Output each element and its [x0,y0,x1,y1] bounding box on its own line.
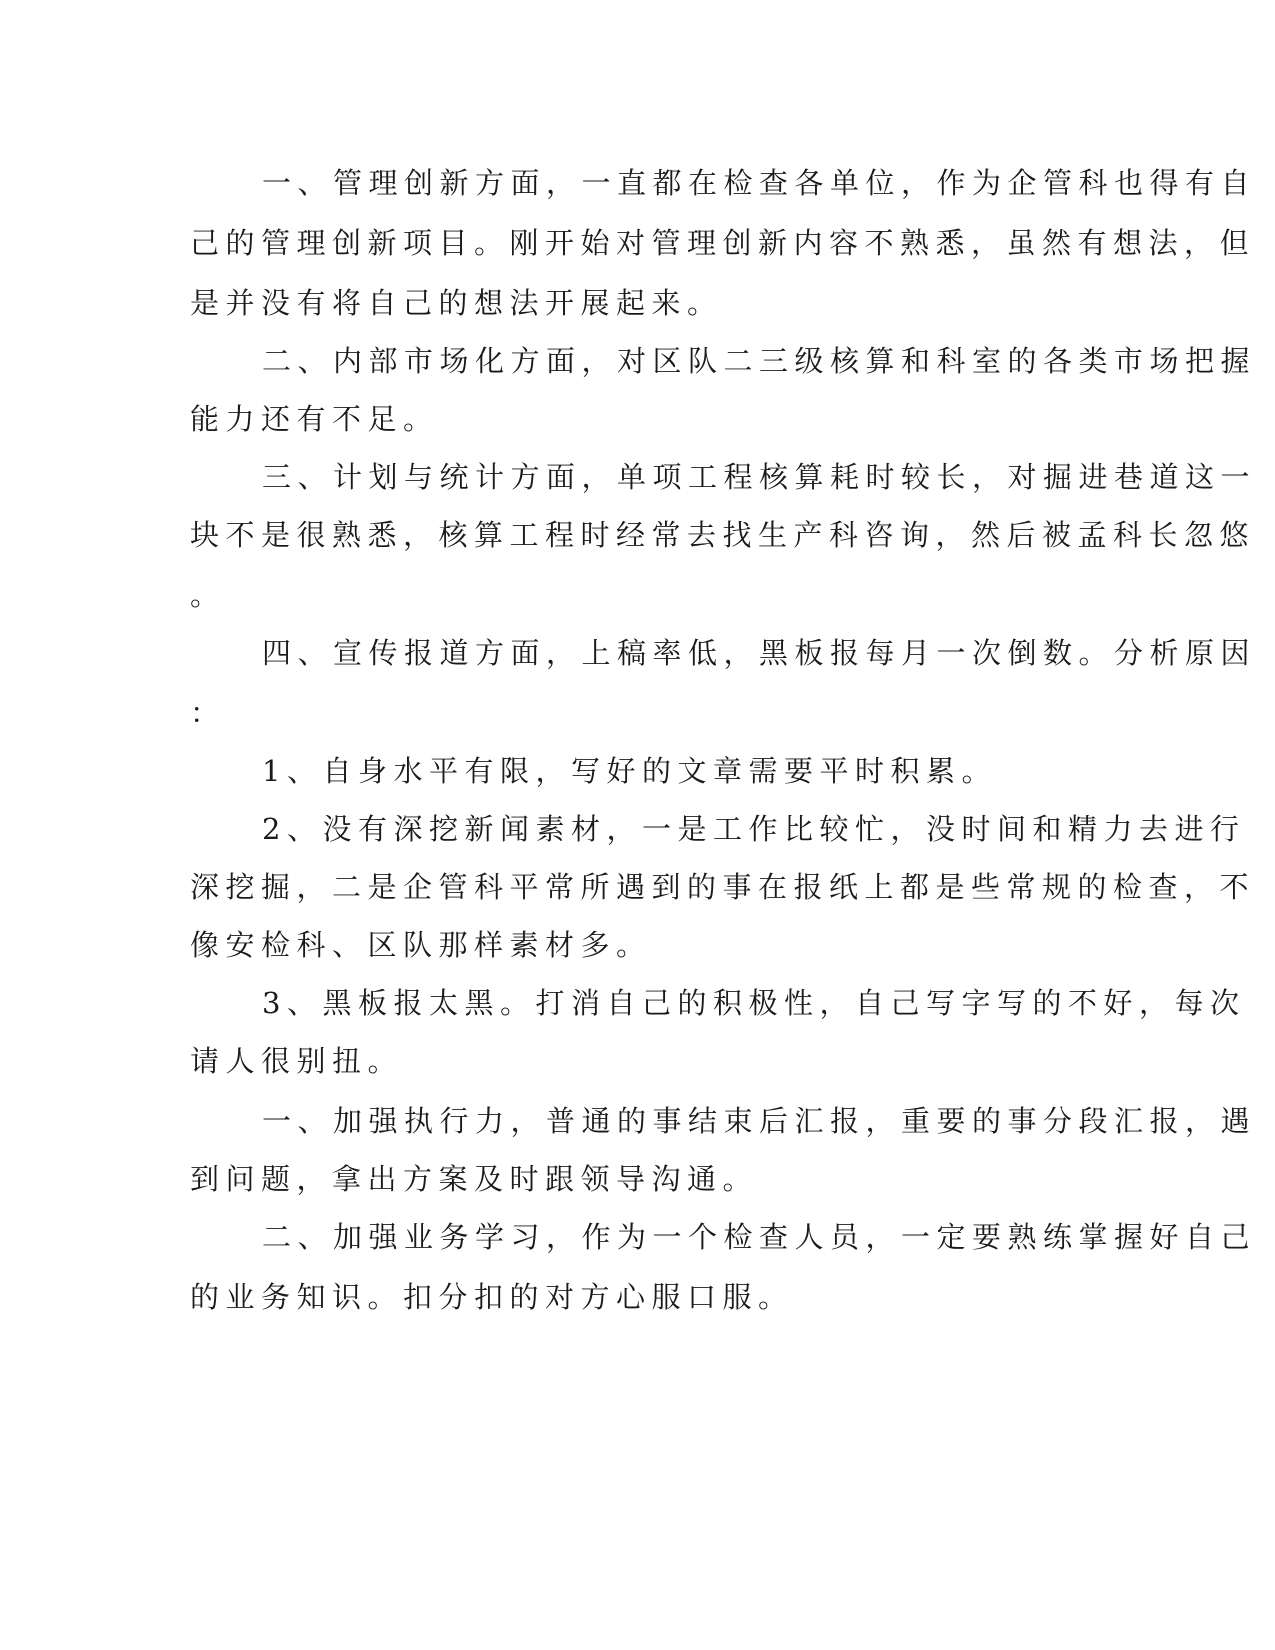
list-item-2-line-3: 像安检科、区队那样素材多。 [190,928,652,962]
measure-1-line-2: 到问题，拿出方案及时跟领导沟通。 [190,1162,759,1196]
para-3-line-2: 块不是很熟悉，核算工程时经常去找生产科咨询，然后被孟科长忽悠 [190,518,1256,552]
list-item-3-line-1: 3、黑板报太黑。打消自己的积极性，自己写字写的不好，每次 [262,986,1246,1020]
para-2-line-1: 二、内部市场化方面，对区队二三级核算和科室的各类市场把握 [262,344,1257,378]
list-item-2-line-1: 2、没有深挖新闻素材，一是工作比较忙，没时间和精力去进行 [262,812,1246,846]
measure-1-line-1: 一、加强执行力，普通的事结束后汇报，重要的事分段汇报，遇 [262,1104,1257,1138]
list-item-2-line-2: 深挖掘，二是企管科平常所遇到的事在报纸上都是些常规的检查，不 [190,870,1256,904]
para-1-line-2: 己的管理创新项目。刚开始对管理创新内容不熟悉，虽然有想法，但 [190,226,1256,260]
para-3-line-1: 三、计划与统计方面，单项工程核算耗时较长，对掘进巷道这一 [262,460,1257,494]
para-3-line-3: 。 [190,578,226,612]
para-1-line-3: 是并没有将自己的想法开展起来。 [190,286,723,320]
para-1-line-1: 一、管理创新方面，一直都在检查各单位，作为企管科也得有自 [262,166,1257,200]
measure-2-line-2: 的业务知识。扣分扣的对方心服口服。 [190,1280,794,1314]
para-4-line-1: 四、宣传报道方面，上稿率低，黑板报每月一次倒数。分析原因 [262,636,1257,670]
para-4-line-2: ： [190,696,226,730]
list-item-1: 1、自身水平有限，写好的文章需要平时积累。 [262,754,997,788]
measure-2-line-1: 二、加强业务学习，作为一个检查人员，一定要熟练掌握好自己 [262,1220,1257,1254]
para-2-line-2: 能力还有不足。 [190,402,439,436]
list-item-3-line-2: 请人很别扭。 [190,1044,404,1078]
